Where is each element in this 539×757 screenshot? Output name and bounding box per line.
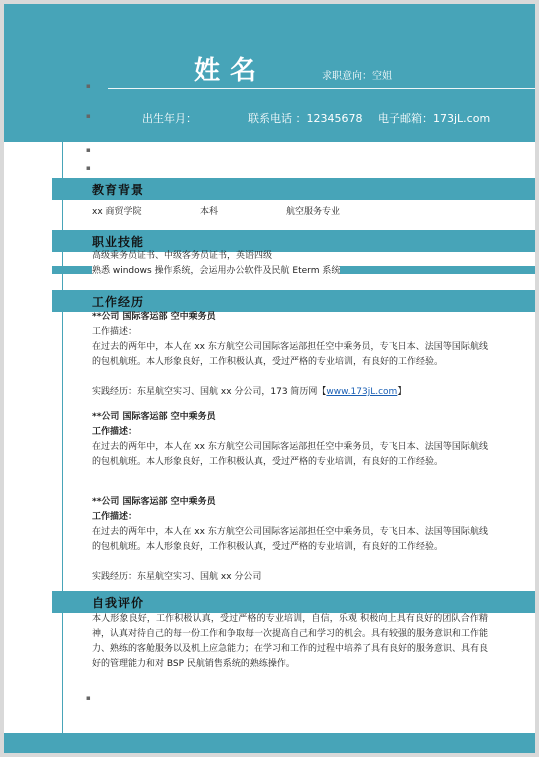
work-entry-heading: **公司 国际客运部 空中乘务员 bbox=[92, 497, 216, 507]
skill-line: 熟悉 windows 操作系统，会运用办公软件及民航 Eterm 系统 bbox=[92, 264, 340, 279]
work-desc-label: 工作描述： bbox=[92, 327, 138, 337]
work-practice bbox=[92, 385, 406, 400]
education-title: 教育背景 bbox=[92, 183, 145, 197]
skills-title: 职业技能 bbox=[92, 235, 145, 249]
paragraph-mark: ▪ bbox=[86, 146, 91, 154]
self-eval-text: 本人形象良好，工作积极认真，受过严格的专业培训，自信，乐观 积极向上具有良好的团队合作精神，认真对待自己的每一份工作和争取每一次提高自己和学习的机会。具有较强的服务意识和工作能力、熟练的客舱服务以及机上应急能力；在学习和工作的过程中培养了具有良好的服务意识、具有良好的管理能力和对 BSP 民航销售系统的熟练操作。 bbox=[92, 614, 489, 669]
self-eval-title: 自我评价 bbox=[92, 596, 145, 610]
header-band bbox=[4, 4, 535, 142]
footer-band bbox=[4, 733, 535, 753]
work-description: 在过去的两年中，本人在 xx 东方航空公司国际客运部担任空中乘务员，专飞日本、法国等国际航线的包机航班。本人形象良好，工作积极认真，受过严格的专业培训，有良好的工作经验。 bbox=[92, 442, 488, 467]
work-entry-heading: **公司 国际客运部 空中乘务员 bbox=[92, 312, 216, 322]
paragraph-mark: ▪ bbox=[86, 164, 91, 172]
practice-text-end: 】 bbox=[397, 387, 407, 397]
resume-page bbox=[4, 4, 535, 753]
job-target: 求职意向：空姐 bbox=[322, 71, 392, 82]
birth-date: 出生年月： bbox=[142, 112, 197, 125]
practice-text: 实践经历：东星航空实习、国航 xx 分公司，173 简历网【 bbox=[92, 387, 327, 397]
resume-site-link[interactable]: www.173jL.com bbox=[326, 387, 398, 397]
candidate-name: 姓名 bbox=[194, 56, 267, 86]
paragraph-mark: ▪ bbox=[86, 694, 91, 702]
work-description: 在过去的两年中，本人在 xx 东方航空公司国际客运部担任空中乘务员，专飞日本、法国等国际航线的包机航班。本人形象良好，工作积极认真，受过严格的专业培训，有良好的工作经验。 bbox=[92, 342, 488, 367]
paragraph-mark: ▪ bbox=[86, 112, 91, 120]
header-divider bbox=[108, 88, 535, 89]
work-description: 在过去的两年中，本人在 xx 东方航空公司国际客运部担任空中乘务员，专飞日本、法国等国际航线的包机航班。本人形象良好，工作积极认真，受过严格的专业培训，有良好的工作经验。 bbox=[92, 527, 488, 552]
education-major: 航空服务专业 bbox=[286, 207, 341, 217]
work-practice: 实践经历：东星航空实习、国航 xx 分公司 bbox=[92, 572, 262, 582]
work-desc-label: 工作描述： bbox=[92, 512, 138, 522]
work-desc-label: 工作描述： bbox=[92, 427, 138, 437]
work-title: 工作经历 bbox=[92, 295, 145, 309]
skill-line: 高级乘务员证书、中级客务员证书，英语四级 bbox=[92, 251, 273, 261]
phone-number: 联系电话 ：12345678 bbox=[248, 112, 363, 125]
work-entry-heading: **公司 国际客运部 空中乘务员 bbox=[92, 412, 216, 422]
education-school: xx 商贸学院 bbox=[92, 207, 142, 217]
email-address: 电子邮箱：173jL.com bbox=[378, 112, 491, 125]
paragraph-mark: ▪ bbox=[86, 82, 91, 90]
education-degree: 本科 bbox=[200, 207, 219, 217]
